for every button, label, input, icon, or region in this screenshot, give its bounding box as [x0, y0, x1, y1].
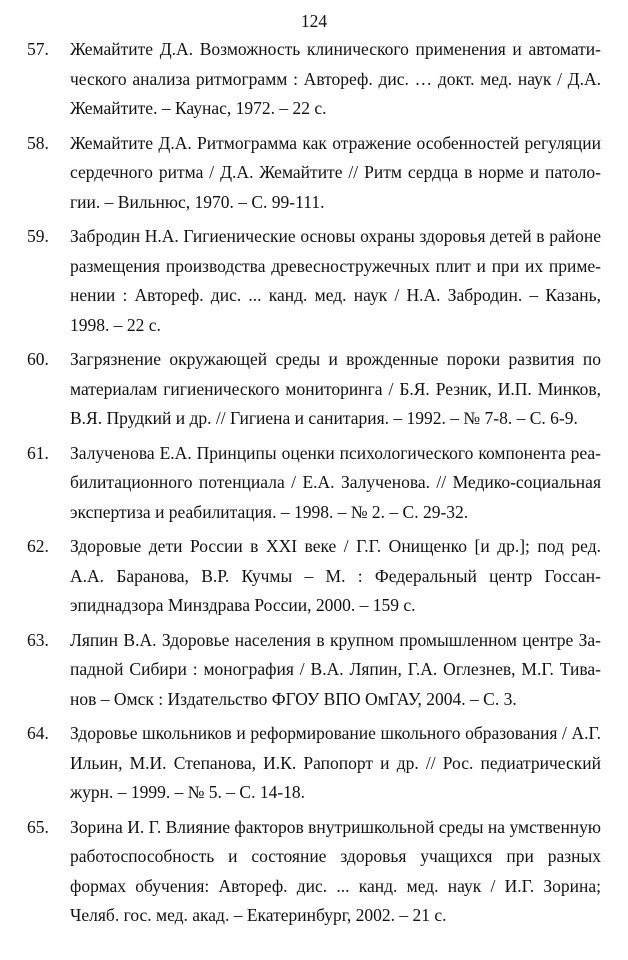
- reference-number: 60.: [27, 349, 49, 369]
- reference-item: [0, 35, 628, 124]
- reference-number: 63.: [27, 629, 49, 650]
- reference-number: 62.: [27, 536, 49, 556]
- reference-text: Зорина И. Г. Влияние факторов внутришкольной среды на умственную работоспособность и состояние здоровья учащихся при разных формах обучения: Автореф. дис. ... канд. мед. наук / И.Г. Зорина; Челяб. гос. мед. акад. – Екатеринбург, 2002. – 21 с.: [70, 816, 601, 925]
- reference-text: Залученова Е.А. Принципы оценки психологического компонента реабилитационного потенциала / Е.А. Залученова. // Медико-социальная экспертиза и реабилитация. – 1998. – № 2. – С. 29-32.: [70, 442, 601, 522]
- reference-number: 61.: [27, 442, 49, 463]
- reference-number: 58.: [27, 132, 49, 153]
- reference-text: Жемайтите Д.А. Ритмограмма как отражение особенностей регуляции сердечного ритма / Д.А. Жемайтите // Ритм сердца в норме и патологии. – Вильнюс, 1970. – С. 99-111.: [70, 132, 601, 212]
- reference-item: [0, 626, 628, 715]
- reference-text: Загрязнение окружающей среды и врожденные пороки развития по материалам гигиенического мониторинга / Б.Я. Резник, И.П. Минков, В.Я. Прудкий и др. // Гигиена и санитария. – 1992. – № 7-8. – С. 6-9.: [70, 349, 601, 428]
- reference-text: Жемайтите Д.А. Возможность клинического применения и автоматического анализа ритмограмм : Автореф. дис. … докт. мед. наук / Д.А. Жемайтите. – Каунас, 1972. – 22 с.: [70, 39, 601, 118]
- reference-item: [0, 813, 628, 931]
- reference-number: 64.: [27, 723, 49, 743]
- reference-text: Здоровые дети России в XXI веке / Г.Г. Онищенко [и др.]; под ред. А.А. Баранова, В.Р. Кучмы – М. : Федеральный центр Госсанэпиднадзора Минздрава России, 2000. – 159 с.: [70, 536, 601, 615]
- reference-text: Забродин Н.А. Гигиенические основы охраны здоровья детей в районе размещения производства древесностружечных плит и при их применении : Автореф. дис. ... канд. мед. наук / Н.А. Забродин. – Казань, 1998. – 22 с.: [70, 226, 601, 335]
- reference-number: 65.: [27, 816, 49, 837]
- reference-text: Ляпин В.А. Здоровье населения в крупном промышленном центре Западной Сибири : монография / В.А. Ляпин, Г.А. Оглезнев, М.Г. Тиванов – Омск : Издательство ФГОУ ВПО ОмГАУ, 2004. – С. 3.: [70, 629, 601, 709]
- reference-item: [0, 222, 628, 340]
- reference-number: 57.: [27, 39, 49, 59]
- reference-number: 59.: [27, 226, 49, 246]
- reference-item: [0, 129, 628, 218]
- reference-list: [0, 35, 628, 936]
- reference-item: [0, 532, 628, 621]
- reference-item: [0, 345, 628, 434]
- page-number: 124: [300, 11, 328, 31]
- reference-item: [0, 439, 628, 528]
- reference-text: Здоровье школьников и реформирование школьного образования / А.Г. Ильин, М.И. Степанова, И.К. Рапопорт и др. // Рос. педиатрический журн. – 1999. – № 5. – С. 14-18.: [70, 723, 601, 802]
- reference-item: [0, 719, 628, 808]
